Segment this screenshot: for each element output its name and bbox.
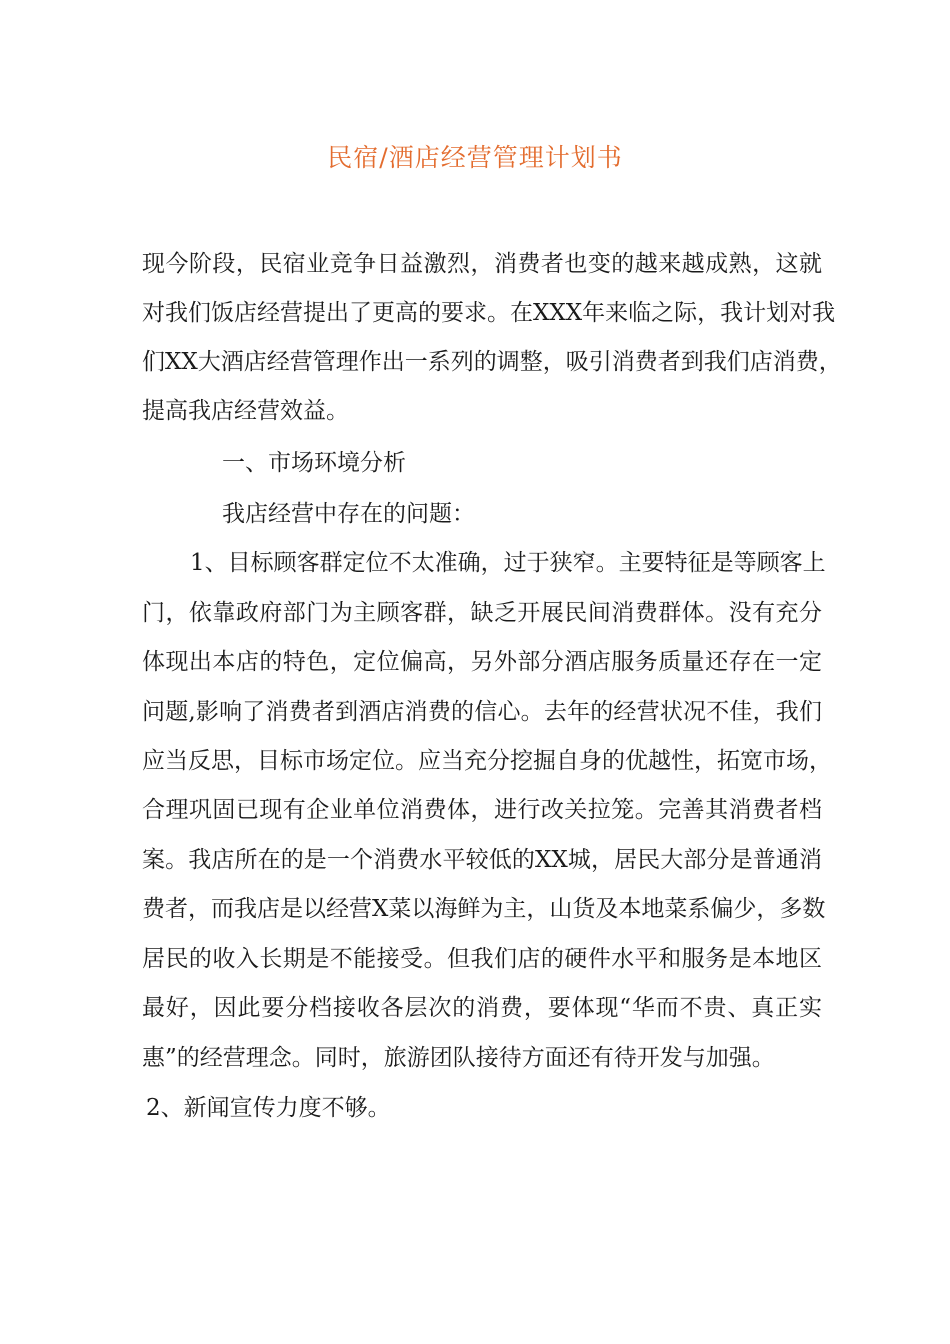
item1-line-4: 问题,影响了消费者到酒店消费的信心。去年的经营状况不佳，我们	[142, 699, 822, 725]
item1-line-9: 居民的收入长期是不能接受。但我们店的硬件水平和服务是本地区	[142, 946, 822, 972]
problems-intro: 我店经营中存在的问题：	[222, 501, 475, 527]
item1-line-1: 1、目标顾客群定位不太准确，过于狭窄。主要特征是等顾客上	[190, 550, 826, 576]
document-title: 民宿/酒店经营管理计划书	[327, 143, 623, 172]
item1-line-11: 惠”的经营理念。同时，旅游团队接待方面还有待开发与加强。	[142, 1045, 775, 1071]
item1-line-6: 合理巩固已现有企业单位消费体，进行改关拉笼。完善其消费者档	[142, 797, 822, 823]
item1-line-8: 费者，而我店是以经营X菜以海鲜为主，山货及本地菜系偏少，多数	[142, 896, 826, 922]
intro-line-4: 提高我店经营效益。	[142, 398, 349, 424]
item1-line-7: 案。我店所在的是一个消费水平较低的XX城，居民大部分是普通消	[142, 847, 822, 873]
item1-line-5: 应当反思，目标市场定位。应当充分挖掘自身的优越性，拓宽市场，	[142, 748, 832, 774]
item1-line-10: 最好，因此要分档接收各层次的消费，要体现“华而不贵、真正实	[142, 995, 822, 1021]
item1-line-3: 体现出本店的特色，定位偏高，另外部分酒店服务质量还存在一定	[142, 649, 822, 675]
item1-line-2: 门，依靠政府部门为主顾客群，缺乏开展民间消费群体。没有充分	[142, 600, 822, 626]
intro-line-3: 们XX大酒店经营管理作出一系列的调整，吸引消费者到我们店消费，	[142, 349, 842, 375]
intro-line-2: 对我们饭店经营提出了更高的要求。在XXX年来临之际，我计划对我	[142, 300, 836, 326]
item2-line: 2、新闻宣传力度不够。	[146, 1095, 391, 1121]
intro-line-1: 现今阶段，民宿业竞争日益激烈，消费者也变的越来越成熟，这就	[142, 251, 822, 277]
section-heading: 一、市场环境分析	[222, 450, 406, 476]
